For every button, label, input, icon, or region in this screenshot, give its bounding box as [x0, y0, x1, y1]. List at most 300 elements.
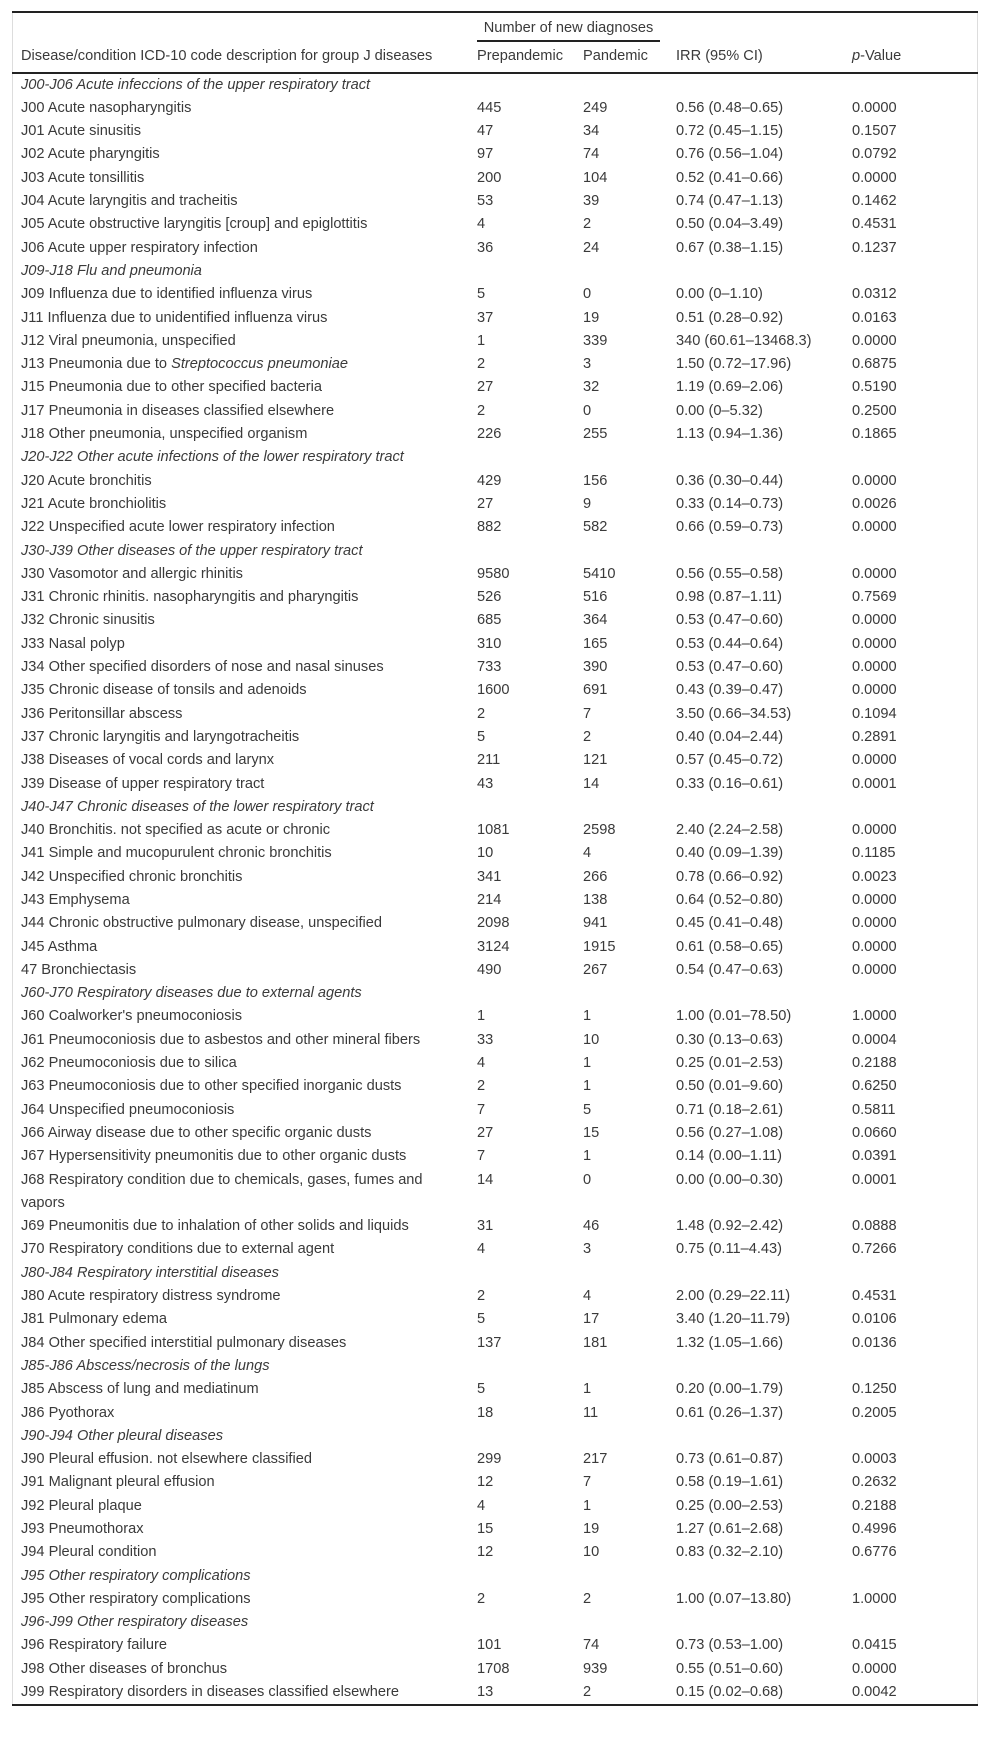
irr-ci: 0.71 (0.18–2.61) [676, 1101, 784, 1118]
diagnoses-table [12, 11, 978, 1706]
table-row [13, 1588, 978, 1611]
prepandemic-count: 2098 [477, 915, 510, 932]
prepandemic-count: 5 [477, 1311, 486, 1328]
group-row [13, 1262, 978, 1285]
description: J85 Abscess of lung and mediatinum [21, 1381, 259, 1398]
irr-ci: 0.73 (0.61–0.87) [676, 1451, 784, 1468]
table-row [13, 1471, 978, 1494]
irr-ci: 0.51 (0.28–0.92) [676, 309, 784, 326]
prepandemic-count: 47 [477, 123, 494, 140]
irr-ci: 0.00 (0.00–0.30) [676, 1171, 784, 1188]
group-label: J85-J86 Abscess/necrosis of the lungs [21, 1357, 270, 1374]
prepandemic-count: 882 [477, 519, 502, 536]
description: J41 Simple and mucopurulent chronic bronchitis [21, 845, 332, 862]
description: J01 Acute sinusitis [21, 123, 142, 140]
description: J40 Bronchitis. not specified as acute or chronic [21, 822, 331, 839]
p-value: 0.0042 [852, 1684, 897, 1701]
table-row [13, 423, 978, 446]
description: J13 Pneumonia due to Streptococcus pneumoniae [21, 356, 348, 373]
p-value: 0.2632 [852, 1474, 897, 1491]
pandemic-count: 121 [583, 752, 608, 769]
table-row [13, 936, 978, 959]
group-row [13, 73, 978, 97]
p-value: 0.0000 [852, 938, 897, 955]
irr-ci: 0.40 (0.09–1.39) [676, 845, 784, 862]
prepandemic-count: 36 [477, 239, 494, 256]
irr-ci: 0.14 (0.00–1.11) [676, 1148, 783, 1165]
prepandemic-count: 2 [477, 1590, 486, 1607]
description: J68 Respiratory condition due to chemicals, gases, fumes and vapors [21, 1171, 423, 1211]
table-row [13, 842, 978, 865]
prepandemic-count: 2 [477, 1288, 486, 1305]
pandemic-count: 1 [583, 1497, 592, 1514]
pandemic-count: 46 [583, 1218, 600, 1235]
description: J18 Other pneumonia, unspecified organism [21, 426, 308, 443]
irr-ci: 0.15 (0.02–0.68) [676, 1684, 784, 1701]
prepandemic-count: 5 [477, 1381, 486, 1398]
pandemic-count: 217 [583, 1451, 608, 1468]
prepandemic-count: 685 [477, 612, 502, 629]
irr-ci: 0.74 (0.47–1.13) [676, 193, 784, 210]
description: J03 Acute tonsillitis [21, 169, 145, 186]
group-label: J00-J06 Acute infeccions of the upper respiratory tract [21, 76, 371, 93]
description: J42 Unspecified chronic bronchitis [21, 868, 243, 885]
irr-ci: 0.61 (0.26–1.37) [676, 1404, 784, 1421]
table-row [13, 819, 978, 842]
pandemic-count: 3 [583, 1241, 592, 1258]
p-value: 0.0004 [852, 1031, 897, 1048]
description: J36 Peritonsillar abscess [21, 705, 183, 722]
table-row [13, 1378, 978, 1401]
description: J92 Pleural plaque [21, 1497, 142, 1514]
pandemic-count: 339 [583, 332, 608, 349]
irr-ci: 3.50 (0.66–34.53) [676, 705, 792, 722]
description: J04 Acute laryngitis and tracheitis [21, 193, 238, 210]
pandemic-count: 1 [583, 1078, 592, 1095]
description: J15 Pneumonia due to other specified bacteria [21, 379, 322, 396]
pandemic-count: 1 [583, 1008, 592, 1025]
pandemic-count: 2 [583, 1590, 592, 1607]
pandemic-count: 39 [583, 193, 600, 210]
prepandemic-count: 7 [477, 1101, 486, 1118]
description: J86 Pyothorax [21, 1404, 115, 1421]
irr-ci: 0.76 (0.56–1.04) [676, 146, 784, 163]
p-value: 0.0001 [852, 775, 897, 792]
irr-ci: 0.83 (0.32–2.10) [676, 1544, 784, 1561]
p-value: 0.0000 [852, 822, 897, 839]
p-value: 0.1462 [852, 193, 897, 210]
p-value: 0.0391 [852, 1148, 897, 1165]
table-row [13, 167, 978, 190]
description: J20 Acute bronchitis [21, 472, 152, 489]
irr-ci: 0.54 (0.47–0.63) [676, 961, 784, 978]
pandemic-count: 364 [583, 612, 608, 629]
pandemic-count: 1 [583, 1055, 592, 1072]
table-row [13, 679, 978, 702]
description: J93 Pneumothorax [21, 1521, 144, 1537]
p-value: 0.0003 [852, 1451, 897, 1468]
description: J12 Viral pneumonia, unspecified [21, 332, 236, 349]
table-row [13, 470, 978, 493]
irr-ci: 1.19 (0.69–2.06) [676, 379, 784, 396]
p-value: 0.1237 [852, 239, 897, 256]
irr-ci: 0.33 (0.14–0.73) [676, 495, 784, 512]
irr-ci: 0.53 (0.47–0.60) [676, 659, 784, 676]
pandemic-count: 5410 [583, 565, 616, 582]
prepandemic-count: 27 [477, 495, 494, 512]
pandemic-count: 74 [583, 146, 600, 163]
description: J32 Chronic sinusitis [21, 612, 155, 629]
pandemic-count: 138 [583, 891, 608, 908]
irr-ci: 0.73 (0.53–1.00) [676, 1637, 784, 1654]
pandemic-count: 156 [583, 472, 608, 489]
prepandemic-count: 5 [477, 728, 486, 745]
p-value: 0.0000 [852, 472, 897, 489]
prepandemic-count: 429 [477, 472, 502, 489]
p-value: 0.1250 [852, 1381, 897, 1398]
table-row [13, 912, 978, 935]
group-label: J09-J18 Flu and pneumonia [21, 262, 202, 279]
table-row [13, 1215, 978, 1238]
col-prepandemic: Prepandemic [469, 42, 575, 72]
table-row [13, 1122, 978, 1145]
table-row [13, 889, 978, 912]
prepandemic-count: 2 [477, 356, 486, 373]
table-row [13, 1285, 978, 1308]
irr-ci: 340 (60.61–13468.3) [676, 332, 812, 349]
table-row [13, 400, 978, 423]
irr-ci: 1.00 (0.07–13.80) [676, 1590, 792, 1607]
p-value: 0.7266 [852, 1241, 897, 1258]
prepandemic-count: 14 [477, 1171, 494, 1188]
pandemic-count: 11 [583, 1404, 599, 1421]
description: J62 Pneumoconiosis due to silica [21, 1055, 237, 1072]
irr-ci: 0.40 (0.04–2.44) [676, 728, 784, 745]
description: J00 Acute nasopharyngitis [21, 99, 192, 116]
p-value: 0.4531 [852, 216, 897, 233]
table-row [13, 376, 978, 399]
description: J96 Respiratory failure [21, 1637, 168, 1654]
pandemic-count: 165 [583, 635, 608, 652]
description: J33 Nasal polyp [21, 635, 125, 652]
description: J11 Influenza due to unidentified influenza virus [21, 309, 328, 326]
group-label: J95 Other respiratory complications [21, 1567, 251, 1584]
pandemic-count: 4 [583, 1288, 592, 1305]
prepandemic-count: 31 [477, 1218, 494, 1235]
p-value: 0.0000 [852, 519, 897, 536]
pandemic-count: 255 [583, 426, 608, 443]
irr-ci: 1.32 (1.05–1.66) [676, 1334, 784, 1351]
p-value: 0.0023 [852, 868, 897, 885]
table-row [13, 1448, 978, 1471]
irr-ci: 1.00 (0.01–78.50) [676, 1008, 792, 1025]
p-value: 0.1094 [852, 705, 897, 722]
description: J64 Unspecified pneumoconiosis [21, 1101, 235, 1118]
prepandemic-count: 2 [477, 705, 486, 722]
description: J98 Other diseases of bronchus [21, 1660, 228, 1677]
pandemic-count: 941 [583, 915, 608, 932]
description: 47 Bronchiectasis [21, 961, 137, 978]
group-label: J96-J99 Other respiratory diseases [21, 1614, 249, 1631]
table-row [13, 1681, 978, 1705]
pandemic-count: 181 [583, 1334, 608, 1351]
irr-ci: 0.25 (0.00–2.53) [676, 1497, 784, 1514]
p-value: 0.0000 [852, 332, 897, 349]
prepandemic-count: 1708 [477, 1660, 510, 1677]
pandemic-count: 9 [583, 495, 592, 512]
table-row [13, 773, 978, 796]
irr-ci: 0.66 (0.59–0.73) [676, 519, 784, 536]
group-label: J90-J94 Other pleural diseases [21, 1427, 223, 1444]
prepandemic-count: 4 [477, 1497, 486, 1514]
description: J22 Unspecified acute lower respiratory infection [21, 519, 335, 536]
prepandemic-count: 1 [477, 332, 486, 349]
table-row [13, 609, 978, 632]
p-value: 0.0000 [852, 915, 897, 932]
table-row [13, 143, 978, 166]
description: J45 Asthma [21, 938, 98, 955]
pandemic-count: 10 [583, 1544, 600, 1561]
pandemic-count: 0 [583, 402, 592, 419]
group-row [13, 540, 978, 563]
description: J02 Acute pharyngitis [21, 146, 160, 163]
table-row [13, 353, 978, 376]
table-row [13, 959, 978, 982]
table-row [13, 1052, 978, 1075]
p-value: 1.0000 [852, 1590, 897, 1607]
pandemic-count: 249 [583, 99, 608, 116]
p-value: 0.0163 [852, 309, 897, 326]
pandemic-count: 267 [583, 961, 608, 978]
prepandemic-count: 1081 [477, 822, 510, 839]
description: J94 Pleural condition [21, 1544, 157, 1561]
p-value: 0.1185 [852, 845, 896, 862]
irr-ci: 0.43 (0.39–0.47) [676, 682, 784, 699]
p-value: 0.0312 [852, 286, 897, 303]
p-value: 0.5190 [852, 379, 897, 396]
table-row [13, 1634, 978, 1657]
irr-ci: 0.33 (0.16–0.61) [676, 775, 784, 792]
description: J70 Respiratory conditions due to external agent [21, 1241, 335, 1258]
description: J67 Hypersensitivity pneumonitis due to other organic dusts [21, 1148, 407, 1165]
irr-ci: 1.27 (0.61–2.68) [676, 1521, 784, 1537]
group-label: J80-J84 Respiratory interstitial diseases [21, 1264, 279, 1281]
pandemic-count: 266 [583, 868, 608, 885]
pandemic-count: 7 [583, 705, 592, 722]
pandemic-count: 939 [583, 1660, 608, 1677]
irr-ci: 0.57 (0.45–0.72) [676, 752, 784, 769]
irr-ci: 0.00 (0–5.32) [676, 402, 763, 419]
pandemic-count: 0 [583, 1171, 592, 1188]
irr-ci: 0.52 (0.41–0.66) [676, 169, 784, 186]
prepandemic-count: 10 [477, 845, 494, 862]
p-value: 0.0000 [852, 752, 897, 769]
p-value: 0.0000 [852, 565, 897, 582]
p-value: 0.0136 [852, 1334, 897, 1351]
p-value: 0.0106 [852, 1311, 897, 1328]
prepandemic-count: 226 [477, 426, 502, 443]
irr-ci: 1.13 (0.94–1.36) [676, 426, 784, 443]
table-row [13, 213, 978, 236]
p-value: 0.2891 [852, 728, 897, 745]
prepandemic-count: 214 [477, 891, 502, 908]
description: J91 Malignant pleural effusion [21, 1474, 215, 1491]
p-value: 0.0000 [852, 612, 897, 629]
description: J61 Pneumoconiosis due to asbestos and other mineral fibers [21, 1031, 421, 1048]
irr-ci: 0.72 (0.45–1.15) [676, 123, 784, 140]
pandemic-count: 4 [583, 845, 592, 862]
irr-ci: 2.00 (0.29–22.11) [676, 1288, 791, 1305]
table-row [13, 307, 978, 330]
description: J44 Chronic obstructive pulmonary disease, unspecified [21, 915, 382, 932]
irr-ci: 3.40 (1.20–11.79) [676, 1311, 791, 1328]
table-row [13, 1238, 978, 1261]
description: J66 Airway disease due to other specific organic dusts [21, 1124, 372, 1141]
prepandemic-count: 4 [477, 1241, 486, 1258]
prepandemic-count: 200 [477, 169, 502, 186]
irr-ci: 0.75 (0.11–4.43) [676, 1241, 783, 1258]
description: J06 Acute upper respiratory infection [21, 239, 258, 256]
description: J38 Diseases of vocal cords and larynx [21, 752, 275, 769]
group-row [13, 1425, 978, 1448]
table-row [13, 633, 978, 656]
table-body [13, 73, 978, 1706]
table-row [13, 97, 978, 120]
pandemic-count: 390 [583, 659, 608, 676]
prepandemic-count: 310 [477, 635, 502, 652]
prepandemic-count: 27 [477, 1124, 494, 1141]
group-row [13, 982, 978, 1005]
prepandemic-count: 43 [477, 775, 494, 792]
col-description: Disease/condition ICD-10 code description for group J diseases [13, 42, 470, 72]
p-value: 0.2500 [852, 402, 897, 419]
prepandemic-count: 15 [477, 1521, 494, 1537]
p-value: 0.0026 [852, 495, 897, 512]
prepandemic-count: 2 [477, 1078, 486, 1095]
table-row [13, 283, 978, 306]
prepandemic-count: 9580 [477, 565, 510, 582]
p-value: 0.0000 [852, 682, 897, 699]
prepandemic-count: 445 [477, 99, 502, 116]
table-row [13, 237, 978, 260]
p-value: 0.0000 [852, 961, 897, 978]
p-value: 0.0888 [852, 1218, 897, 1235]
table-row [13, 1518, 978, 1541]
irr-ci: 1.50 (0.72–17.96) [676, 356, 792, 373]
p-value: 0.6250 [852, 1078, 897, 1095]
irr-ci: 0.98 (0.87–1.11) [676, 589, 783, 606]
pandemic-count: 104 [583, 169, 608, 186]
irr-ci: 0.61 (0.58–0.65) [676, 938, 784, 955]
prepandemic-count: 97 [477, 146, 494, 163]
pandemic-count: 2 [583, 728, 592, 745]
p-value: 0.7569 [852, 589, 897, 606]
pandemic-count: 17 [583, 1311, 600, 1328]
group-label: J40-J47 Chronic diseases of the lower respiratory tract [21, 798, 374, 815]
table-row [13, 1099, 978, 1122]
p-value: 0.0660 [852, 1124, 897, 1141]
col-pandemic: Pandemic [575, 42, 668, 72]
prepandemic-count: 299 [477, 1451, 502, 1468]
description: J43 Emphysema [21, 891, 130, 908]
pandemic-count: 1 [583, 1148, 592, 1165]
p-value: 0.6875 [852, 356, 897, 373]
description: J69 Pneumonitis due to inhalation of other solids and liquids [21, 1218, 409, 1235]
pandemic-count: 74 [583, 1637, 600, 1654]
pandemic-count: 19 [583, 309, 600, 326]
p-value: 1.0000 [852, 1008, 897, 1025]
irr-ci: 0.64 (0.52–0.80) [676, 891, 784, 908]
prepandemic-count: 4 [477, 216, 486, 233]
p-value: 0.2188 [852, 1055, 897, 1072]
p-value: 0.5811 [852, 1101, 896, 1118]
irr-ci: 0.56 (0.55–0.58) [676, 565, 784, 582]
table-row [13, 866, 978, 889]
prepandemic-count: 3124 [477, 938, 510, 955]
irr-ci: 0.67 (0.38–1.15) [676, 239, 784, 256]
irr-ci: 2.40 (2.24–2.58) [676, 822, 784, 839]
irr-ci: 0.78 (0.66–0.92) [676, 868, 784, 885]
p-value: 0.1507 [852, 123, 897, 140]
description: J17 Pneumonia in diseases classified elsewhere [21, 402, 335, 419]
prepandemic-count: 7 [477, 1148, 486, 1165]
irr-ci: 0.20 (0.00–1.79) [676, 1381, 784, 1398]
group-row [13, 1355, 978, 1378]
prepandemic-count: 33 [477, 1031, 494, 1048]
table-row [13, 516, 978, 539]
group-label: J60-J70 Respiratory diseases due to external agents [21, 985, 362, 1002]
description: J80 Acute respiratory distress syndrome [21, 1288, 281, 1305]
table-row [13, 1402, 978, 1425]
irr-ci: 0.53 (0.44–0.64) [676, 635, 784, 652]
description: J63 Pneumoconiosis due to other specified inorganic dusts [21, 1078, 402, 1095]
table-row [13, 656, 978, 679]
description: J95 Other respiratory complications [21, 1590, 251, 1607]
group-label: J30-J39 Other diseases of the upper respiratory tract [21, 542, 363, 559]
irr-ci: 0.25 (0.01–2.53) [676, 1055, 784, 1072]
p-value: 0.0415 [852, 1637, 897, 1654]
table-row [13, 120, 978, 143]
irr-ci: 0.36 (0.30–0.44) [676, 472, 784, 489]
prepandemic-count: 733 [477, 659, 502, 676]
table-row [13, 1145, 978, 1168]
pandemic-count: 7 [583, 1474, 592, 1491]
description: J09 Influenza due to identified influenza virus [21, 286, 313, 303]
pandemic-count: 2 [583, 1684, 592, 1701]
p-value: 0.0000 [852, 891, 897, 908]
p-value: 0.4531 [852, 1288, 897, 1305]
prepandemic-count: 137 [477, 1334, 502, 1351]
group-row [13, 1611, 978, 1634]
group-label: J20-J22 Other acute infections of the lower respiratory tract [21, 449, 404, 466]
table-row [13, 1541, 978, 1564]
pandemic-count: 24 [583, 239, 600, 256]
description: J99 Respiratory disorders in diseases classified elsewhere [21, 1684, 399, 1701]
group-row [13, 260, 978, 283]
irr-ci: 0.45 (0.41–0.48) [676, 915, 784, 932]
pandemic-count: 691 [583, 682, 608, 699]
table-row [13, 1332, 978, 1355]
p-value: 0.0000 [852, 635, 897, 652]
p-value: 0.2005 [852, 1404, 897, 1421]
prepandemic-count: 12 [477, 1474, 494, 1491]
prepandemic-count: 18 [477, 1404, 494, 1421]
col-irr: IRR (95% CI) [668, 42, 844, 72]
group-row [13, 796, 978, 819]
p-value: 0.0001 [852, 1171, 897, 1188]
p-value: 0.0000 [852, 659, 897, 676]
table-row [13, 330, 978, 353]
